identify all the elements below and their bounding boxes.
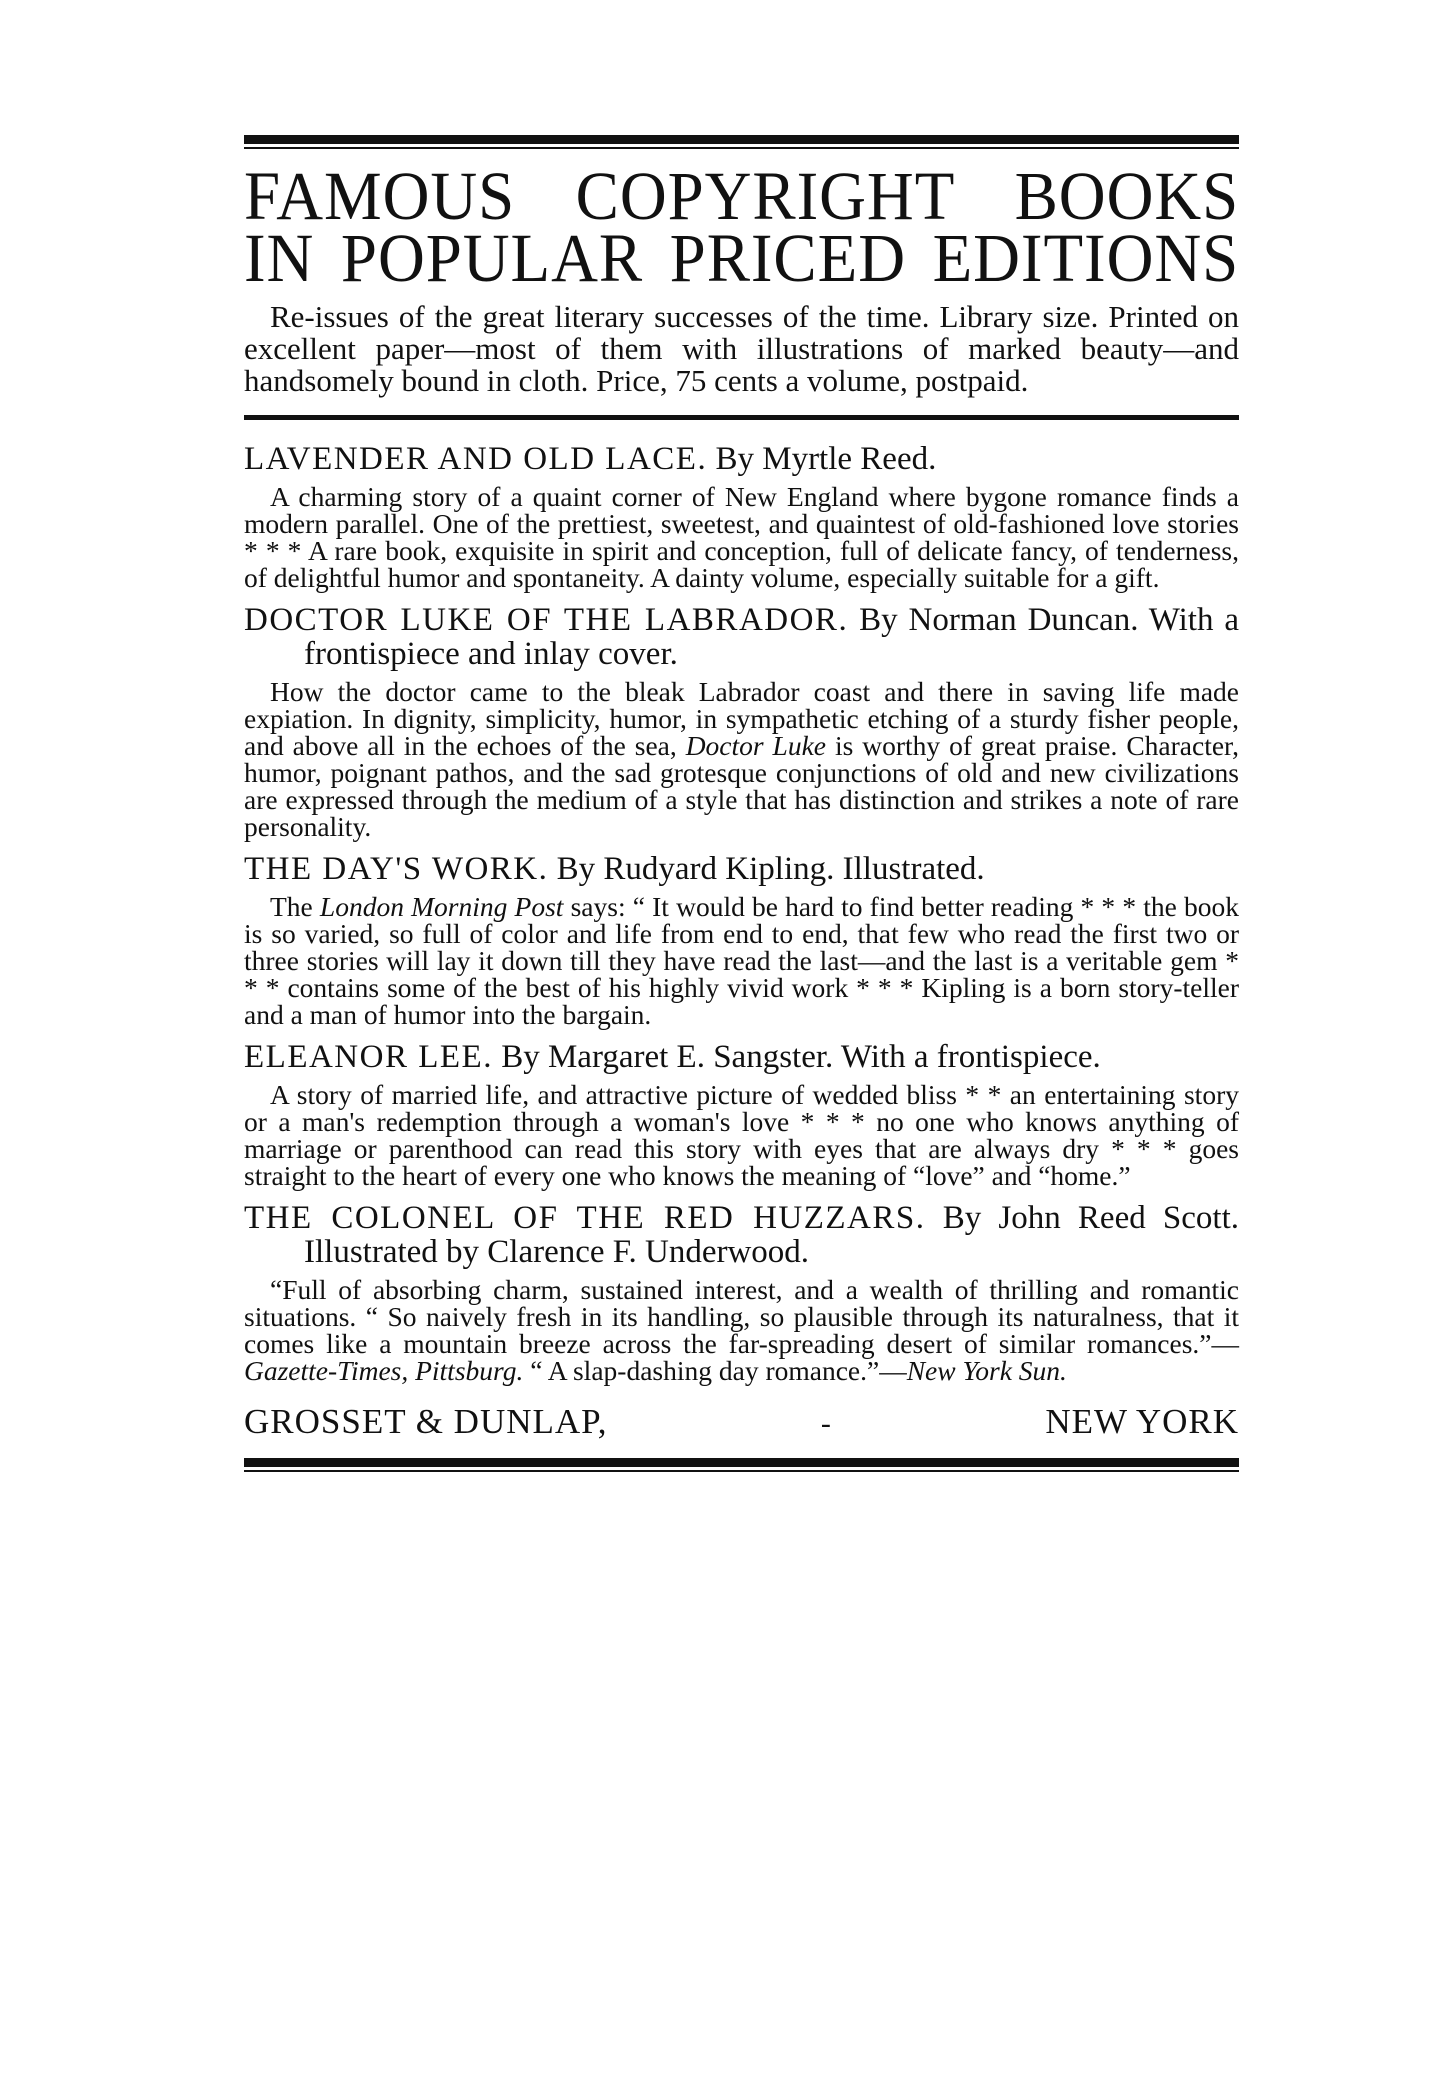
publisher-city: NEW YORK bbox=[1045, 1402, 1239, 1441]
top-double-rule bbox=[244, 135, 1239, 149]
intro-paragraph: Re-issues of the great literary successes of the time. Library size. Printed on excellent paper—most of them with illustrations of marked beauty—and handsomely bound in cloth. Price, 75 cents a volume, postpaid. bbox=[244, 299, 1239, 398]
book-entry-doctor-luke bbox=[244, 603, 1239, 840]
book-byline: By Rudyard Kipling. Illustrated. bbox=[556, 851, 985, 887]
book-heading bbox=[244, 1040, 1239, 1074]
book-byline: By Myrtle Reed. bbox=[715, 441, 937, 477]
book-title: LAVENDER AND OLD LACE. bbox=[244, 441, 708, 477]
description-text: The bbox=[270, 891, 320, 922]
book-description bbox=[244, 678, 1239, 840]
title-line-2: IN POPULAR PRICED EDITIONS bbox=[244, 220, 1240, 296]
book-entry-lavender bbox=[244, 442, 1239, 591]
page-title bbox=[244, 158, 1240, 296]
book-title: DOCTOR LUKE OF THE LABRADOR. bbox=[244, 602, 849, 638]
description-text: “Full of absorbing charm, sustained interest, and a wealth of thrilling and romantic situations. “ So naively fresh in its handling, so plausible through its naturalness, that it comes like a mountain breeze across the far-spreading desert of similar romances.”— bbox=[244, 1274, 1239, 1359]
description-text: “ A slap-dashing day romance.”— bbox=[523, 1355, 907, 1386]
description-italic: Doctor Luke bbox=[685, 730, 826, 761]
book-heading bbox=[244, 1201, 1239, 1269]
book-heading bbox=[244, 442, 1239, 476]
book-entry-eleanor-lee bbox=[244, 1040, 1239, 1189]
description-text: How the doctor came to the bleak Labrador coast and there in saving life made expiation. In dignity, simplicity, humor, in sympathetic etching of a sturdy fisher people, and above all in the echoes of the sea, bbox=[244, 676, 1239, 761]
advertisement-page bbox=[244, 135, 1239, 1472]
book-description bbox=[244, 893, 1239, 1028]
title-line-1: FAMOUS COPYRIGHT BOOKS bbox=[244, 158, 1240, 234]
book-byline: By Norman Duncan. With a frontispiece and inlay cover. bbox=[304, 602, 1239, 672]
description-italic: New York Sun. bbox=[906, 1355, 1067, 1386]
book-title: THE COLONEL OF THE RED HUZZARS. bbox=[244, 1200, 926, 1236]
book-heading bbox=[244, 603, 1239, 671]
imprint-separator: - bbox=[820, 1407, 832, 1440]
section-rule bbox=[244, 415, 1239, 420]
description-italic: Gazette-Times, Pittsburg. bbox=[244, 1355, 524, 1386]
book-entry-colonel-red-huzzars bbox=[244, 1201, 1239, 1384]
book-description: A story of married life, and attractive picture of wedded bliss * * an entertaining story or a man's redemption through a woman's love * * * no one who knows anything of marriage or parenthood can read this story with eyes that are always dry * * * goes straight to the heart of every one who knows the meaning of “love” and “home.” bbox=[244, 1079, 1239, 1191]
publisher-name: GROSSET & DUNLAP, bbox=[244, 1402, 608, 1441]
book-heading bbox=[244, 852, 1239, 886]
bottom-double-rule bbox=[244, 1458, 1239, 1472]
book-byline: By John Reed Scott. Illustrated by Clarence F. Underwood. bbox=[304, 1200, 1239, 1270]
book-description bbox=[244, 1276, 1239, 1384]
description-text: says: “ It would be hard to find better reading * * * the book is so varied, so full of color and life from end to end, that few who read the first two or three stories will lay it down till they have read the last—and the last is a veritable gem * * * contains some of the best of his highly vivid work * * * Kipling is a born story-teller and a man of humor into the bargain. bbox=[244, 891, 1240, 1030]
publisher-imprint bbox=[244, 1402, 1239, 1444]
book-description: A charming story of a quaint corner of New England where bygone romance finds a modern parallel. One of the prettiest, sweetest, and quaintest of old-fashioned love stories * * * A rare book, exquisite in spirit and conception, full of delicate fancy, of tenderness, of delightful humor and spontaneity. A dainty volume, especially suitable for a gift. bbox=[244, 481, 1239, 593]
book-title: THE DAY'S WORK. bbox=[244, 851, 549, 887]
book-entry-days-work bbox=[244, 852, 1239, 1028]
book-byline: By Margaret E. Sangster. With a frontispiece. bbox=[501, 1039, 1101, 1075]
description-text: is worthy of great praise. Character, humor, poignant pathos, and the sad grotesque conjunctions of old and new civilizations are expressed through the medium of a style that has distinction and strikes a note of rare personality. bbox=[244, 730, 1239, 842]
description-italic: London Morning Post bbox=[319, 891, 564, 922]
book-title: ELEANOR LEE. bbox=[244, 1039, 493, 1075]
